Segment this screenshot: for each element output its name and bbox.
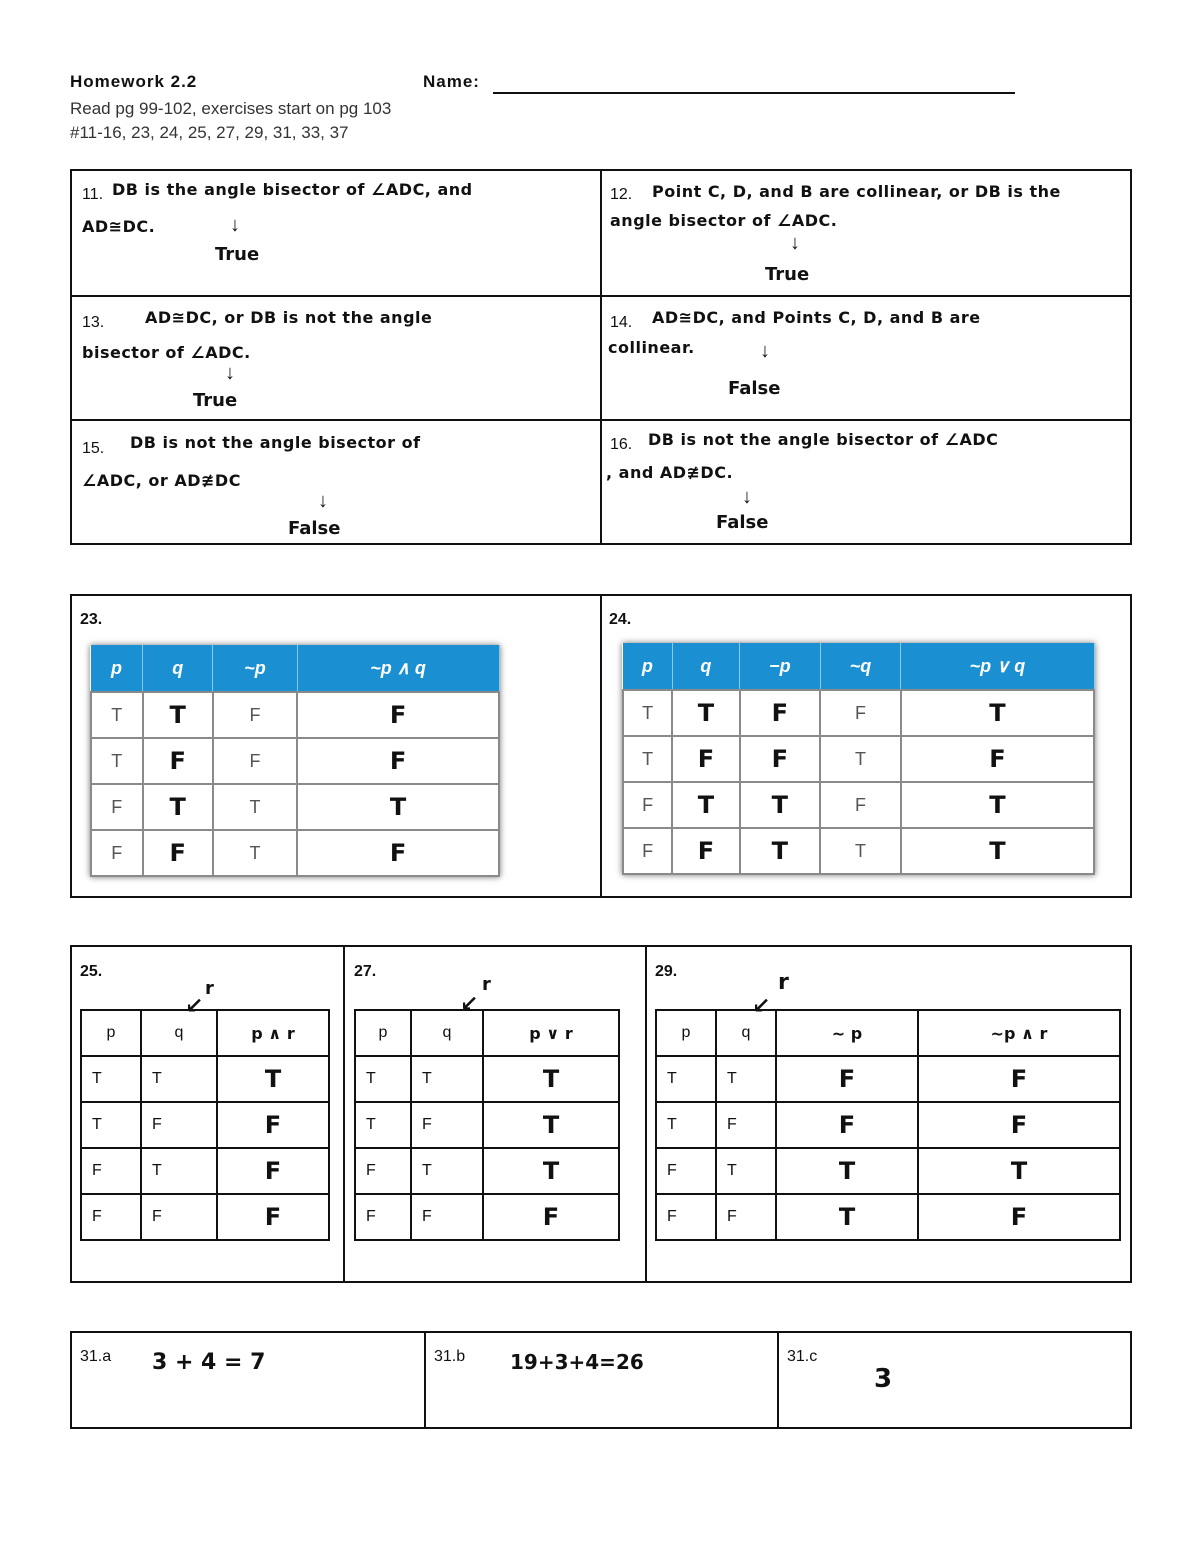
t24-header: ~p ∨ q — [901, 643, 1094, 690]
t25-cell: T — [141, 1148, 217, 1194]
problem-27-number: 27. — [354, 963, 377, 980]
t29-cell: F — [716, 1194, 776, 1240]
problem-15-number: 15. — [82, 440, 105, 457]
truth-table-24 — [622, 643, 1095, 875]
problem-16-line2: , and AD≇DC. — [606, 463, 734, 482]
t24-cell[interactable]: F — [740, 736, 821, 782]
reading-instructions: Read pg 99-102, exercises start on pg 103 — [70, 99, 392, 118]
table-row — [656, 1056, 1120, 1102]
table-row — [81, 1056, 329, 1102]
table-row — [623, 690, 1094, 736]
table-row — [81, 1102, 329, 1148]
t29-header: ~p ∧ r — [918, 1010, 1120, 1056]
problem-31a-answer[interactable]: 3 + 4 = 7 — [152, 1350, 266, 1375]
t23-cell: F — [91, 784, 143, 830]
problem-12-line2: angle bisector of ∠ADC. — [610, 211, 838, 230]
t23-cell[interactable]: F — [297, 738, 499, 784]
t25-cell: T — [81, 1056, 141, 1102]
t27-cell[interactable]: T — [483, 1102, 619, 1148]
problem-31b-answer[interactable]: 19+3+4=26 — [510, 1350, 644, 1374]
t23-cell: F — [213, 692, 297, 738]
t24-cell[interactable]: T — [740, 782, 821, 828]
t24-header: p — [623, 643, 672, 690]
t27-cell: T — [355, 1056, 411, 1102]
problem-16-number: 16. — [610, 436, 633, 453]
t29-cell[interactable]: F — [918, 1056, 1120, 1102]
problem-15-arrow: ↓ — [318, 490, 328, 512]
t23-cell[interactable]: F — [297, 830, 499, 876]
table-row — [91, 738, 499, 784]
name-label: Name: — [423, 72, 480, 91]
t25-cell[interactable]: T — [217, 1056, 329, 1102]
t24-header: −p — [740, 643, 821, 690]
problem-15-answer: False — [288, 518, 341, 539]
problem-12-arrow: ↓ — [790, 232, 800, 254]
checkmark-icon: ↙ — [460, 992, 479, 1017]
t24-cell: T — [820, 736, 901, 782]
table-row — [91, 692, 499, 738]
t29-cell[interactable]: T — [776, 1194, 918, 1240]
t24-cell: T — [623, 736, 672, 782]
t29-cell: T — [656, 1056, 716, 1102]
t23-cell[interactable]: T — [143, 692, 213, 738]
problem-15-line1: DB is not the angle bisector of — [130, 433, 421, 452]
table-row — [355, 1056, 619, 1102]
problem-14-arrow: ↓ — [760, 340, 770, 362]
t24-cell[interactable]: F — [740, 690, 821, 736]
problem-16-line1: DB is not the angle bisector of ∠ADC — [648, 430, 999, 449]
t23-cell: F — [91, 830, 143, 876]
truth-table-23 — [90, 645, 500, 877]
t29-cell[interactable]: F — [918, 1194, 1120, 1240]
t27-header: q — [411, 1010, 483, 1056]
problem-12-answer: True — [765, 264, 810, 285]
t24-cell[interactable]: T — [901, 782, 1094, 828]
problem-24-number: 24. — [609, 611, 632, 628]
t23-cell: F — [213, 738, 297, 784]
checkmark-icon: ↙ — [185, 994, 204, 1019]
t29-cell[interactable]: T — [776, 1148, 918, 1194]
t24-cell[interactable]: F — [672, 828, 739, 874]
problem-31-box — [70, 1331, 1132, 1429]
table-row — [355, 1102, 619, 1148]
t29-cell: T — [656, 1102, 716, 1148]
problem-23-number: 23. — [80, 611, 103, 628]
t27-cell: F — [411, 1194, 483, 1240]
problem-31c-label: 31.c — [787, 1348, 818, 1365]
t23-cell: T — [91, 738, 143, 784]
t25-cell: T — [81, 1102, 141, 1148]
t24-cell: F — [623, 782, 672, 828]
problem-13-number: 13. — [82, 314, 105, 331]
t27-cell: F — [355, 1148, 411, 1194]
problem-11-line2: AD≅DC. — [82, 217, 156, 236]
r-annotation-27: r — [482, 974, 491, 995]
problem-11-number: 11. — [82, 186, 104, 203]
t24-cell: F — [820, 690, 901, 736]
problem-16-answer: False — [716, 512, 769, 533]
t24-cell[interactable]: T — [672, 690, 739, 736]
t23-cell[interactable]: T — [297, 784, 499, 830]
t23-cell[interactable]: F — [143, 830, 213, 876]
problem-11-line1: DB is the angle bisector of ∠ADC, and — [112, 180, 473, 199]
t24-cell[interactable]: T — [901, 828, 1094, 874]
t24-cell: T — [623, 690, 672, 736]
truth-table-25 — [80, 1009, 330, 1241]
t27-cell: F — [411, 1102, 483, 1148]
t23-cell[interactable]: F — [297, 692, 499, 738]
name-line[interactable] — [493, 92, 1015, 94]
assignment-title: Homework 2.2 — [70, 72, 198, 91]
t23-cell[interactable]: T — [143, 784, 213, 830]
t23-cell[interactable]: F — [143, 738, 213, 784]
r-annotation-25: r — [205, 978, 214, 999]
t25-cell: F — [141, 1102, 217, 1148]
t29-header: p — [656, 1010, 716, 1056]
t25-cell: F — [81, 1194, 141, 1240]
t29-cell[interactable]: F — [776, 1056, 918, 1102]
t29-cell: T — [716, 1056, 776, 1102]
t29-cell: F — [656, 1194, 716, 1240]
r-annotation-29: r — [778, 970, 789, 995]
table-row — [656, 1194, 1120, 1240]
problem-11-arrow: ↓ — [230, 214, 240, 236]
t24-cell[interactable]: T — [672, 782, 739, 828]
checkmark-icon: ↙ — [752, 994, 771, 1019]
table-row — [623, 782, 1094, 828]
problem-12-number: 12. — [610, 186, 633, 203]
table-row — [656, 1148, 1120, 1194]
t23-cell: T — [213, 784, 297, 830]
t23-cell: T — [91, 692, 143, 738]
problem-31b-label: 31.b — [434, 1348, 466, 1365]
t23-header: ~p — [213, 645, 297, 692]
t27-cell[interactable]: T — [483, 1056, 619, 1102]
problem-12-line1: Point C, D, and B are collinear, or DB is the — [652, 182, 1061, 201]
table-row — [81, 1194, 329, 1240]
t25-cell: F — [141, 1194, 217, 1240]
problem-13-line2: bisector of ∠ADC. — [82, 343, 251, 362]
problem-29-number: 29. — [655, 963, 678, 980]
t24-cell[interactable]: T — [901, 690, 1094, 736]
t24-cell: T — [820, 828, 901, 874]
problem-13-arrow: ↓ — [225, 362, 235, 384]
t24-cell: F — [820, 782, 901, 828]
t27-header: p ∨ r — [483, 1010, 619, 1056]
t29-header: q — [716, 1010, 776, 1056]
table-row — [623, 828, 1094, 874]
problem-16-arrow: ↓ — [742, 486, 752, 508]
problem-13-line1: AD≅DC, or DB is not the angle — [145, 308, 433, 327]
table-row — [81, 1148, 329, 1194]
t29-cell: F — [656, 1148, 716, 1194]
t23-header: q — [143, 645, 213, 692]
problem-14-line1: AD≅DC, and Points C, D, and B are — [652, 308, 981, 327]
t25-header: p ∧ r — [217, 1010, 329, 1056]
t24-cell: F — [623, 828, 672, 874]
t23-header: ~p ∧ q — [297, 645, 499, 692]
problem-15-line2: ∠ADC, or AD≇DC — [82, 471, 241, 490]
t29-cell[interactable]: T — [918, 1148, 1120, 1194]
problem-31c-answer[interactable]: 3 — [874, 1364, 893, 1394]
t23-cell: T — [213, 830, 297, 876]
t25-cell: T — [141, 1056, 217, 1102]
table-row — [656, 1102, 1120, 1148]
t25-cell[interactable]: F — [217, 1194, 329, 1240]
t29-cell[interactable]: F — [918, 1102, 1120, 1148]
problem-14-number: 14. — [610, 314, 633, 331]
problem-31a-label: 31.a — [80, 1348, 112, 1365]
t25-cell[interactable]: F — [217, 1102, 329, 1148]
t29-header: ~ p — [776, 1010, 918, 1056]
problem-25-number: 25. — [80, 963, 103, 980]
t25-header: p — [81, 1010, 141, 1056]
table-row — [623, 736, 1094, 782]
table-row — [91, 830, 499, 876]
problem-13-answer: True — [193, 390, 238, 411]
t24-cell[interactable]: T — [740, 828, 821, 874]
problem-14-line2: collinear. — [608, 338, 695, 357]
t27-cell[interactable]: T — [483, 1148, 619, 1194]
t27-cell: T — [411, 1056, 483, 1102]
t29-cell[interactable]: F — [776, 1102, 918, 1148]
t27-header: p — [355, 1010, 411, 1056]
t25-cell[interactable]: F — [217, 1148, 329, 1194]
truth-table-29 — [655, 1009, 1121, 1241]
exercise-list: #11-16, 23, 24, 25, 27, 29, 31, 33, 37 — [70, 123, 349, 142]
t29-cell: T — [716, 1148, 776, 1194]
t27-cell[interactable]: F — [483, 1194, 619, 1240]
problem-11-answer: True — [215, 244, 260, 265]
t24-cell[interactable]: F — [901, 736, 1094, 782]
truth-table-27 — [354, 1009, 620, 1241]
t25-header: q — [141, 1010, 217, 1056]
table-row — [91, 784, 499, 830]
t27-cell: T — [411, 1148, 483, 1194]
t24-header: ~q — [820, 643, 901, 690]
problem-14-answer: False — [728, 378, 781, 399]
t24-cell[interactable]: F — [672, 736, 739, 782]
t27-cell: T — [355, 1102, 411, 1148]
t29-cell: F — [716, 1102, 776, 1148]
t27-cell: F — [355, 1194, 411, 1240]
t23-header: p — [91, 645, 143, 692]
t25-cell: F — [81, 1148, 141, 1194]
table-row — [355, 1194, 619, 1240]
t24-header: q — [672, 643, 739, 690]
table-row — [355, 1148, 619, 1194]
